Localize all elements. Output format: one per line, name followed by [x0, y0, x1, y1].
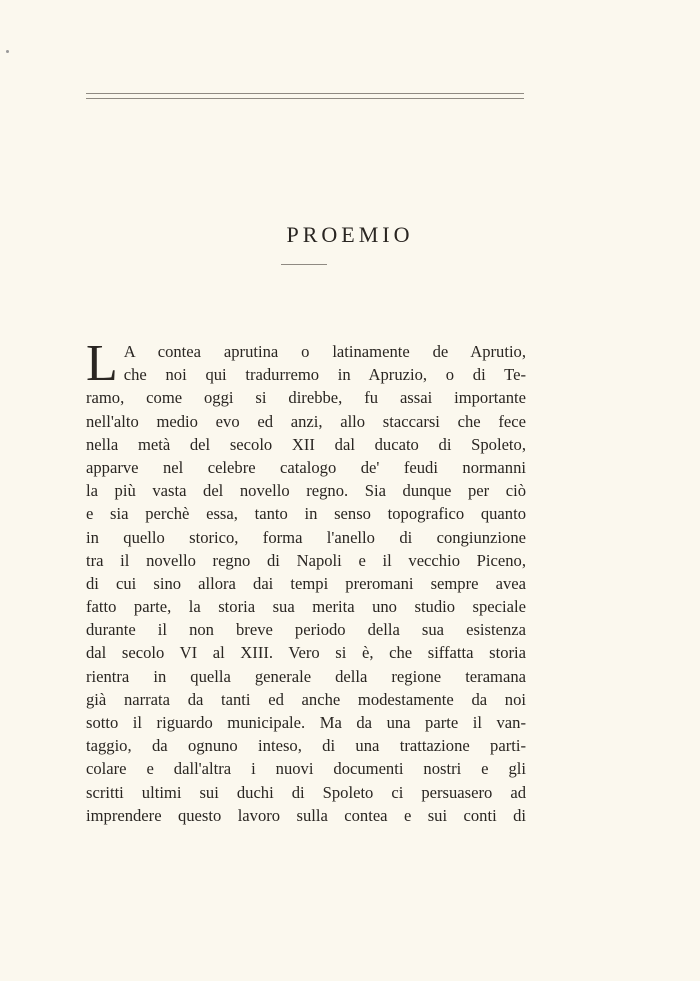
text-line: tra il novello regno di Napoli e il vecchio Piceno, — [86, 550, 526, 570]
text-line: scritti ultimi sui duchi di Spoleto ci persuasero ad — [86, 782, 526, 802]
drop-cap: L — [86, 335, 118, 392]
text-line: nella metà del secolo XII dal ducato di Spoleto, — [86, 434, 526, 454]
text-line: ramo, come oggi si direbbe, fu assai importante — [86, 388, 526, 408]
text-line: sotto il riguardo municipale. Ma da una parte il van- — [86, 713, 526, 732]
text-line: imprendere questo lavoro sulla contea e sui conti di — [86, 805, 526, 825]
chapter-title: PROEMIO — [286, 222, 414, 247]
text-line: rientra in quella generale della regione teramana — [86, 666, 526, 686]
header-rule-bottom — [86, 98, 524, 99]
text-line: la più vasta del novello regno. Sia dunque per ciò — [86, 481, 526, 501]
text-line: nell'alto medio evo ed anzi, allo staccarsi che fece — [86, 411, 526, 431]
text-line: colare e dall'altra i nuovi documenti nostri e gli — [86, 759, 526, 779]
text-line: A contea aprutina o latinamente de Aprutio, — [123, 342, 526, 361]
text-line: già narrata da tanti ed anche modestamente da noi — [86, 689, 526, 709]
text-line: di cui sino allora dai tempi preromani sempre avea — [86, 573, 526, 593]
text-line: apparve nel celebre catalogo de' feudi normanni — [86, 457, 526, 477]
header-double-rule — [86, 93, 524, 103]
body-text — [86, 335, 526, 827]
text-line: fatto parte, la storia sua merita uno studio speciale — [86, 597, 526, 617]
page-speck — [6, 50, 9, 53]
text-line: durante il non breve periodo della sua esistenza — [86, 620, 526, 640]
text-line: che noi qui tradurremo in Apruzio, o di Te- — [123, 365, 526, 385]
text-line: taggio, da ognuno inteso, di una trattazione parti- — [86, 736, 526, 756]
header-rule-top — [86, 93, 524, 94]
text-line: dal secolo VI al XIII. Vero si è, che siffatta storia — [86, 643, 526, 663]
text-line: e sia perchè essa, tanto in senso topografico quanto — [86, 504, 526, 524]
text-line: in quello storico, forma l'anello di congiunzione — [86, 527, 526, 547]
title-underline-rule — [281, 264, 327, 265]
